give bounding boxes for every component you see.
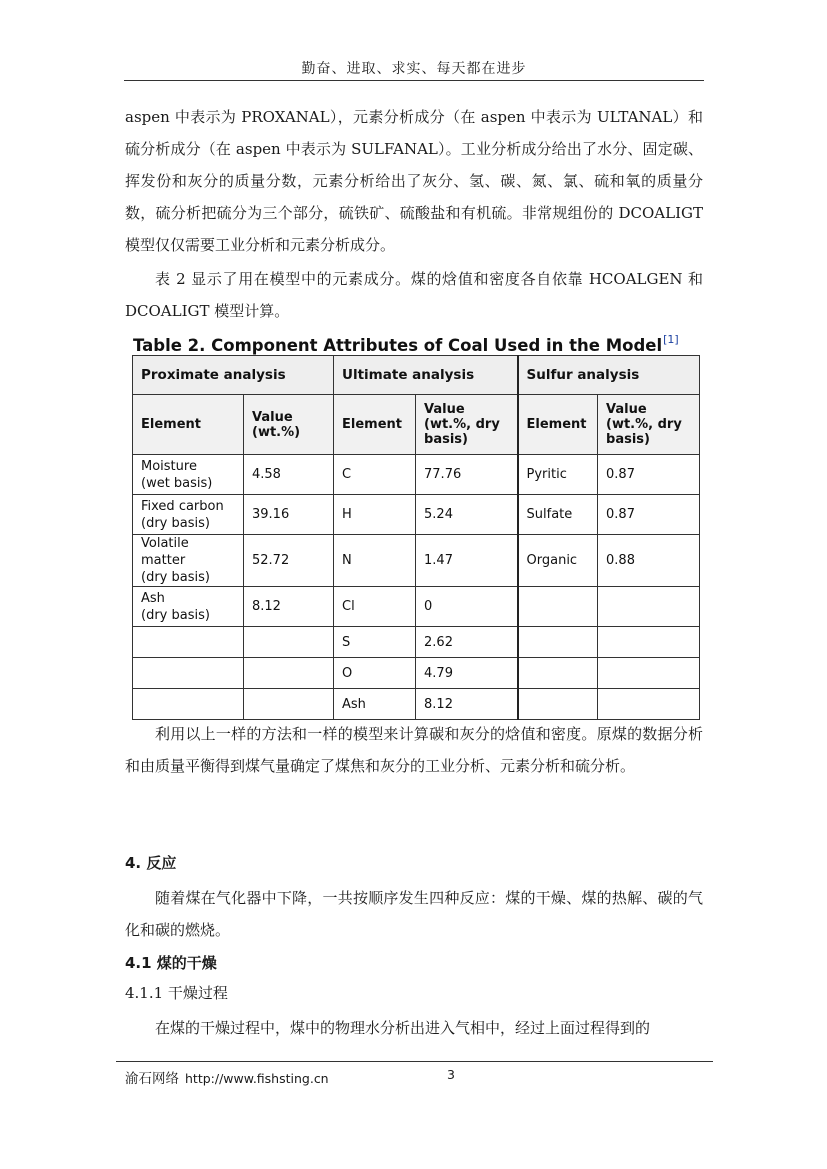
table-title xyxy=(133,333,679,355)
cell-ultimate-value: 1.47 xyxy=(416,535,518,587)
paragraph-text: aspen 中表示为 PROXANAL），元素分析成分（在 aspen 中表示为 ULTANAL）和硫分析成分（在 aspen 中表示为 SULFANAL）。工业分析成分给出了水分、固定碳、挥发份和灰分的质量分数，元素分析给出了灰分、氢、碳、氮、氯、硫和氧的质量分数，硫分析把硫分为三个部分，硫铁矿、硫酸盐和有机硫。非常规组份的 DCOALIGT 模型仅仅需要工业分析和元素分析成分。 xyxy=(125,108,703,254)
cell-sulfur-element xyxy=(518,627,598,658)
cell-sulfur-value: 0.87 xyxy=(598,455,700,495)
element-basis: (wet basis) xyxy=(141,475,213,491)
cell-ultimate-value: 8.12 xyxy=(416,689,518,720)
cell-proximate-element xyxy=(133,658,244,689)
section-heading-drying: 4.1 煤的干燥 xyxy=(125,954,217,972)
cell-sulfur-value: 0.87 xyxy=(598,495,700,535)
subheader-value: Value (wt.%, dry basis) xyxy=(416,395,518,455)
footer-rule xyxy=(116,1061,713,1062)
paragraph-char-ash xyxy=(125,718,703,782)
cell-ultimate-element: Ash xyxy=(334,689,416,720)
paragraph-text: 在煤的干燥过程中，煤中的物理水分析出进入气相中，经过上面过程得到的 xyxy=(155,1019,651,1037)
cell-proximate-element xyxy=(133,535,244,587)
page-number: 3 xyxy=(447,1067,455,1082)
table-subheader-row xyxy=(133,395,700,455)
cell-proximate-element xyxy=(133,455,244,495)
paragraph-analysis-components xyxy=(125,101,703,261)
table-row xyxy=(133,587,700,627)
cell-ultimate-element: C xyxy=(334,455,416,495)
paragraph-text: 表 2 显示了用在模型中的元素成分。煤的焓值和密度各自依靠 HCOALGEN 和 DCOALIGT 模型计算。 xyxy=(125,270,703,320)
paragraph-reactions xyxy=(125,882,703,946)
table-row xyxy=(133,455,700,495)
cell-proximate-value xyxy=(244,627,334,658)
footer-url-link[interactable]: http://www.fishsting.cn xyxy=(185,1071,329,1086)
paragraph-drying xyxy=(125,1012,703,1044)
cell-proximate-value: 52.72 xyxy=(244,535,334,587)
table-reference-link[interactable]: [1] xyxy=(663,333,679,346)
cell-proximate-value: 8.12 xyxy=(244,587,334,627)
cell-ultimate-value: 77.76 xyxy=(416,455,518,495)
element-basis: (dry basis) xyxy=(141,570,210,585)
cell-proximate-element xyxy=(133,495,244,535)
cell-ultimate-value: 2.62 xyxy=(416,627,518,658)
cell-proximate-element xyxy=(133,587,244,627)
table-row xyxy=(133,627,700,658)
cell-ultimate-element: O xyxy=(334,658,416,689)
element-name: Moisture xyxy=(141,458,197,474)
cell-ultimate-element: Cl xyxy=(334,587,416,627)
cell-sulfur-element xyxy=(518,689,598,720)
cell-ultimate-value: 4.79 xyxy=(416,658,518,689)
footer-site xyxy=(125,1067,329,1087)
cell-sulfur-value xyxy=(598,658,700,689)
table-group-header-row xyxy=(133,356,700,395)
element-name: Volatile matter xyxy=(141,536,189,568)
cell-ultimate-value: 0 xyxy=(416,587,518,627)
table-row xyxy=(133,689,700,720)
coal-attributes-table xyxy=(132,355,700,720)
header-rule xyxy=(124,80,704,81)
cell-sulfur-value xyxy=(598,627,700,658)
subheader-value: Value (wt.%, dry basis) xyxy=(598,395,700,455)
subheader-element: Element xyxy=(518,395,598,455)
cell-sulfur-element xyxy=(518,587,598,627)
cell-proximate-value: 4.58 xyxy=(244,455,334,495)
cell-sulfur-element xyxy=(518,658,598,689)
section-heading-reactions: 4. 反应 xyxy=(125,854,177,872)
subheader-element: Element xyxy=(334,395,416,455)
cell-sulfur-value xyxy=(598,689,700,720)
table-row xyxy=(133,535,700,587)
paragraph-table-intro xyxy=(125,263,703,327)
table-row xyxy=(133,495,700,535)
running-header: 勤奋、进取、求实、每天都在进步 xyxy=(301,61,527,77)
cell-sulfur-value: 0.88 xyxy=(598,535,700,587)
subheader-element: Element xyxy=(133,395,244,455)
group-header-proximate: Proximate analysis xyxy=(133,356,334,395)
element-name: Fixed carbon xyxy=(141,498,224,514)
cell-sulfur-element: Pyritic xyxy=(518,455,598,495)
cell-proximate-value xyxy=(244,658,334,689)
table-row xyxy=(133,658,700,689)
paragraph-text: 随着煤在气化器中下降，一共按顺序发生四种反应：煤的干燥、煤的热解、碳的气化和碳的燃烧。 xyxy=(125,889,703,939)
group-header-sulfur: Sulfur analysis xyxy=(518,356,700,395)
cell-sulfur-element: Organic xyxy=(518,535,598,587)
table-title-text: Table 2. Component Attributes of Coal Used in the Model xyxy=(133,336,663,355)
element-name: Ash xyxy=(141,590,165,606)
cell-ultimate-element: H xyxy=(334,495,416,535)
cell-sulfur-value xyxy=(598,587,700,627)
element-basis: (dry basis) xyxy=(141,607,210,623)
cell-ultimate-value: 5.24 xyxy=(416,495,518,535)
footer-site-name: 渝石网络 xyxy=(125,1071,179,1087)
cell-proximate-value: 39.16 xyxy=(244,495,334,535)
cell-sulfur-element: Sulfate xyxy=(518,495,598,535)
subheader-value: Value (wt.%) xyxy=(244,395,334,455)
cell-proximate-value xyxy=(244,689,334,720)
element-basis: (dry basis) xyxy=(141,515,210,531)
subsection-heading-drying-process: 4.1.1 干燥过程 xyxy=(125,984,228,1002)
cell-proximate-element xyxy=(133,689,244,720)
cell-ultimate-element: N xyxy=(334,535,416,587)
cell-proximate-element xyxy=(133,627,244,658)
paragraph-text: 利用以上一样的方法和一样的模型来计算碳和灰分的焓值和密度。原煤的数据分析和由质量平衡得到煤气量确定了煤焦和灰分的工业分析、元素分析和硫分析。 xyxy=(125,725,703,775)
cell-ultimate-element: S xyxy=(334,627,416,658)
group-header-ultimate: Ultimate analysis xyxy=(334,356,518,395)
